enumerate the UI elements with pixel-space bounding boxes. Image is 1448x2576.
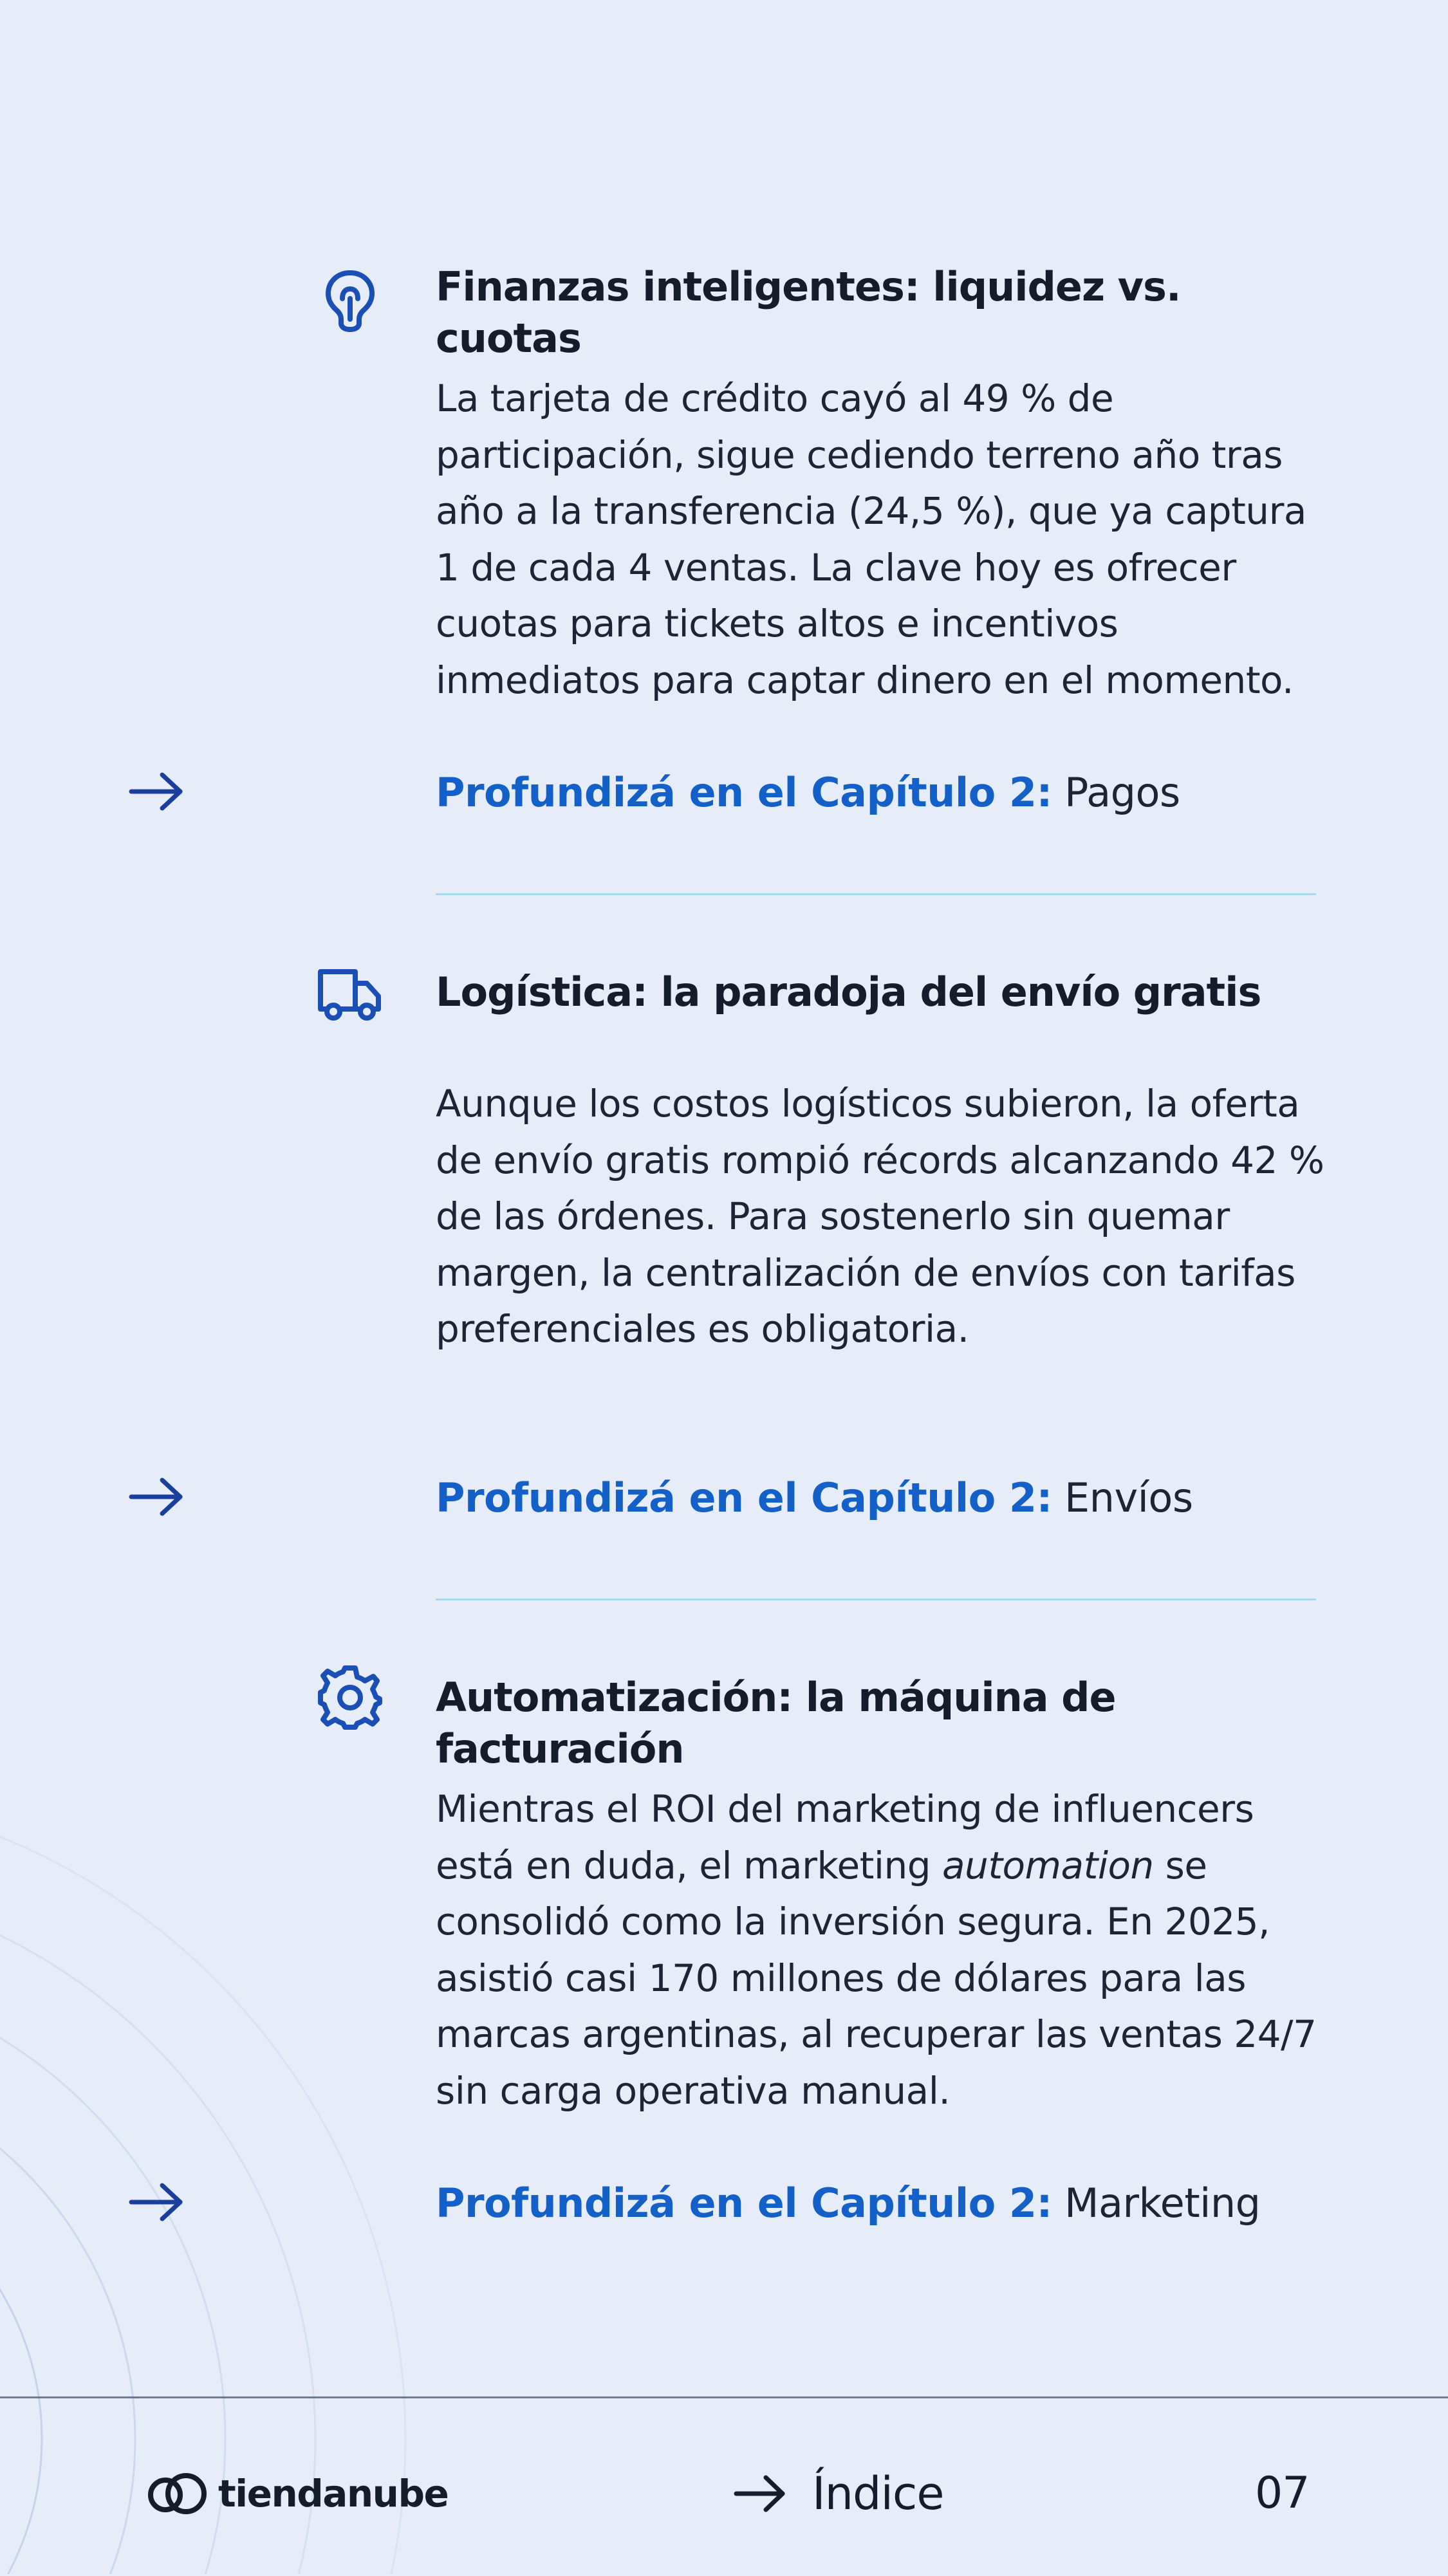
logo-text: tiendanube [218,2472,449,2516]
section-body-text: se consolidó como la inversión segura. En 2025, asistió casi 170 millones de dólares para las marcas argentinas, al recuperar las ventas 24/7 sin carga operativa manual. [436,1843,1317,2113]
page-number: 07 [1255,2468,1310,2519]
arrow-right-icon [129,772,184,811]
chapter-link-topic: Marketing [1064,2180,1261,2227]
chapter-link-pagos[interactable] [436,767,1330,819]
chapter-link-label: Profundizá en el Capítulo 2: [436,1474,1052,1521]
arrow-right-icon [129,1478,184,1516]
section-title: Logística: la paradoja del envío gratis [436,968,1261,1015]
chapter-link-envios[interactable] [436,1472,1330,1524]
section-body-text: Mientras el ROI del marketing de influencers está en duda, el marketing [436,1787,1254,1887]
section-body-emphasis: automation [942,1843,1154,1887]
chapter-link-topic: Pagos [1064,769,1180,816]
section-body: La tarjeta de crédito cayó al 49 % de participación, sigue cediendo terreno año tras año a la transferencia (24,5 %), que ya captura 1 de cada 4 ventas. La clave hoy es ofrecer cuotas para tickets altos e incentivos inmediatos para captar dinero en el momento. [436,376,1306,702]
tiendanube-logo[interactable] [145,2468,448,2519]
gear-icon [315,1663,385,1732]
chapter-link-topic: Envíos [1064,1474,1193,1521]
chapter-link-label: Profundizá en el Capítulo 2: [436,2180,1052,2227]
lightbulb-icon [315,265,385,335]
chapter-link-label: Profundizá en el Capítulo 2: [436,769,1052,816]
arrow-right-icon [129,2183,184,2221]
section-title: Automatización: la máquina de facturación [436,1674,1116,1772]
index-link[interactable] [734,2468,943,2519]
chapter-link-marketing[interactable] [436,2178,1330,2229]
truck-icon [315,959,385,1028]
section-title: Finanzas inteligentes: liquidez vs. cuotas [436,263,1181,362]
section-body [436,1781,1330,2119]
section-divider [436,893,1316,895]
footer [0,2396,1448,2576]
index-label: Índice [812,2467,944,2520]
arrow-right-icon [734,2474,786,2513]
section-body: Aunque los costos logísticos subieron, la oferta de envío gratis rompió récords alcanzando 42 % de las órdenes. Para sostenerlo sin quemar margen, la centralización de envíos con tarifas preferenciales es obligatoria. [436,1082,1324,1351]
section-divider [436,1598,1316,1600]
cloud-logo-icon [145,2471,209,2516]
